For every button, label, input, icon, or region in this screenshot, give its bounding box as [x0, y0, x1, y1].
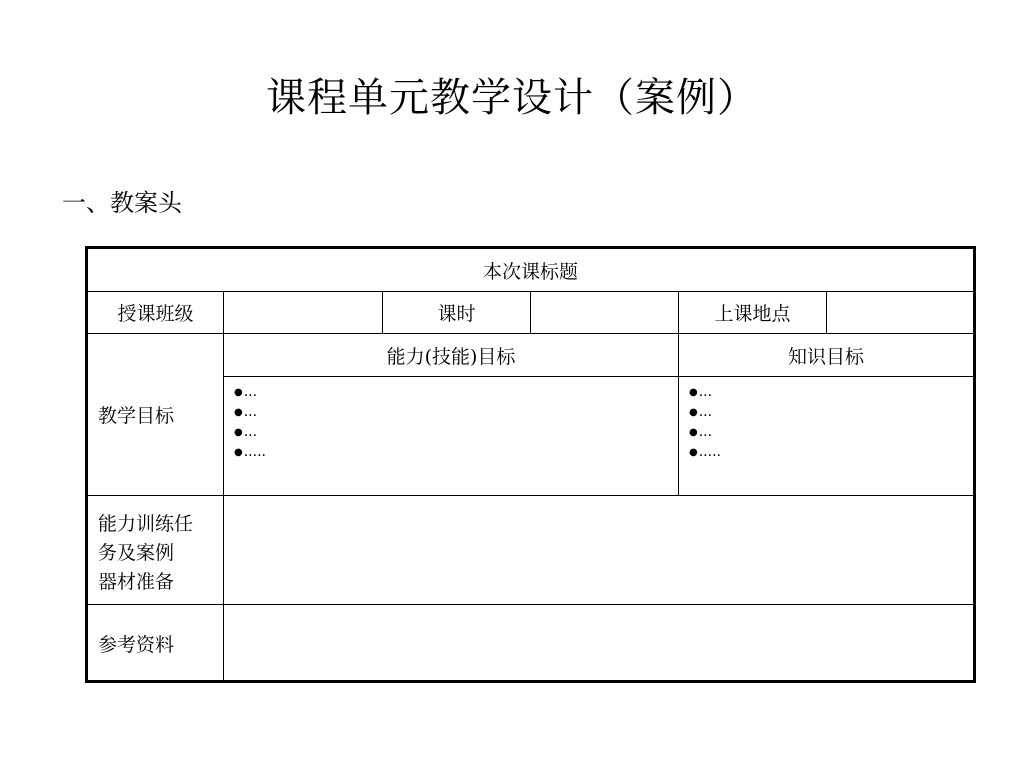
location-value-cell[interactable] [827, 292, 975, 334]
list-item: ● ... [234, 383, 678, 403]
list-item: ● ... [234, 403, 678, 423]
list-item: ● ..... [689, 443, 973, 463]
tasks-value-cell[interactable] [224, 496, 975, 605]
references-label: 参考资料 [87, 605, 224, 682]
list-item: ● ... [689, 403, 973, 423]
table-row-tasks [87, 496, 975, 605]
table-row-goal-headers [87, 334, 975, 377]
objectives-label: 教学目标 [87, 334, 224, 496]
list-item: ● ... [689, 383, 973, 403]
class-label: 授课班级 [87, 292, 224, 334]
list-item: ● ... [234, 423, 678, 443]
ability-goal-list [224, 377, 678, 463]
knowledge-goal-list [679, 377, 973, 463]
knowledge-goal-cell[interactable] [679, 377, 975, 496]
table-row-class-info [87, 292, 975, 334]
tasks-label-line: 器材准备 [98, 570, 175, 593]
section-heading: 一、教案头 [62, 189, 182, 217]
table-row-lesson-title [87, 248, 975, 292]
class-value-cell[interactable] [224, 292, 383, 334]
location-label: 上课地点 [679, 292, 827, 334]
page-title: 课程单元教学设计（案例） [266, 75, 758, 121]
references-value-cell[interactable] [224, 605, 975, 682]
list-item: ● ..... [234, 443, 678, 463]
hours-value-cell[interactable] [531, 292, 679, 334]
tasks-label-line: 能力训练任 [98, 512, 194, 535]
ability-goal-cell[interactable] [224, 377, 679, 496]
tasks-label [87, 496, 224, 605]
tasks-label-line: 务及案例 [98, 541, 175, 564]
hours-label: 课时 [383, 292, 531, 334]
list-item: ● ... [689, 423, 973, 443]
knowledge-goal-header: 知识目标 [679, 334, 975, 377]
lesson-title-cell[interactable]: 本次课标题 [87, 248, 975, 292]
ability-goal-header: 能力(技能)目标 [224, 334, 679, 377]
lesson-plan-table [85, 246, 976, 683]
table-row-references [87, 605, 975, 682]
